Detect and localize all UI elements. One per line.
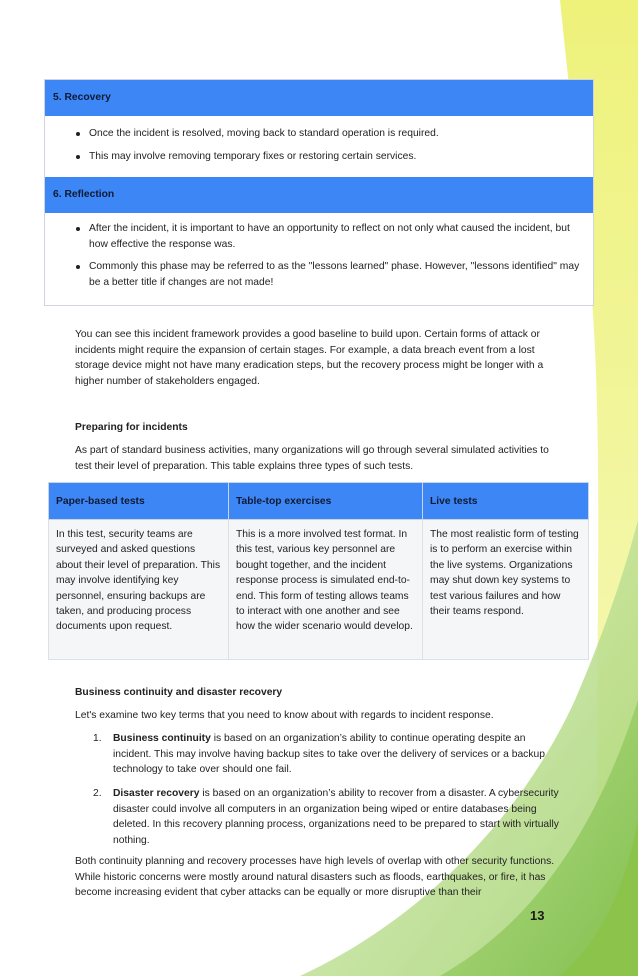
item-number: 1. — [93, 733, 102, 744]
tests-table — [48, 482, 589, 660]
preparing-heading: Preparing for incidents — [75, 422, 188, 433]
list-item — [89, 221, 583, 252]
bullet-icon — [76, 265, 80, 269]
bullet-icon — [76, 132, 80, 136]
phase-reflection-body — [45, 213, 593, 305]
table-header-row — [49, 483, 589, 520]
list-item-text: Commonly this phase may be referred to as the "lessons learned" phase. However, "lessons identified" may be a better title if changes are not made! — [89, 261, 580, 288]
item-text — [113, 786, 563, 848]
bullet-icon — [76, 155, 80, 159]
item-description: is based on an organization’s ability to recover from a disaster. A cybersecurity disaster could involve all computers in an organization being wiped or entire databases being deleted. In this recovery planning process, organizations need to be prepared to start with virtually nothing. — [113, 788, 559, 846]
table-cell-live: The most realistic form of testing is to perform an exercise within the live systems. Organizations may shut down key systems to test various failures and how their teams respond. — [423, 520, 589, 660]
continuity-closing: Both continuity planning and recovery processes have high levels of overlap with other security functions. While historic concerns were mostly around natural disasters such as floods, earthquakes, or fire, it has become increasing evident that cyber attacks can be equally or more disruptive than their — [75, 856, 555, 899]
page-number: 13 — [530, 908, 545, 923]
preparing-intro: As part of standard business activities, many organizations will go through several simulated activities to test their level of preparation. This table explains three types of such tests. — [75, 445, 549, 472]
list-item — [89, 126, 583, 142]
item-number: 2. — [93, 788, 102, 799]
table-cell-table-top: This is a more involved test format. In this test, various key personnel are bought together, and the incident response process is simulated end-to-end. This form of testing allows teams to interact with one another and see how the wider scenario would develop. — [229, 520, 423, 660]
list-item-text: After the incident, it is important to have an opportunity to reflect on not only what caused the incident, but how effective the response was. — [89, 223, 570, 250]
phase-recovery-body — [45, 116, 593, 179]
list-item-text: This may involve removing temporary fixes or restoring certain services. — [89, 150, 417, 162]
list-item — [89, 149, 583, 165]
phase-recovery-title: 5. Recovery — [45, 80, 593, 116]
continuity-item-1 — [93, 731, 563, 778]
bullet-icon — [76, 227, 80, 231]
phase-recovery — [44, 79, 594, 180]
continuity-item-2 — [93, 786, 563, 848]
table-cell-paper-based: In this test, security teams are surveyed and asked questions about their level of preparation. This may involve identifying key personnel, ensuring backups are taken, and producing process documents upon request. — [49, 520, 229, 660]
framework-paragraph: You can see this incident framework provides a good baseline to build upon. Certain forms of attack or incidents might require the expansion of certain stages. For example, a data breach event from a lost storage device might not have many eradication steps, but the recovery process might be longer with a higher number of stakeholders engaged. — [75, 329, 544, 387]
continuity-intro: Let's examine two key terms that you need to know about with regards to incident response. — [75, 710, 494, 721]
item-term: Disaster recovery — [113, 788, 200, 799]
continuity-heading: Business continuity and disaster recovery — [75, 687, 283, 698]
item-text — [113, 731, 563, 778]
table-header-paper-based: Paper-based tests — [49, 483, 229, 520]
table-header-live: Live tests — [423, 483, 589, 520]
phase-reflection-list — [73, 221, 583, 290]
list-item-text: Once the incident is resolved, moving back to standard operation is required. — [89, 128, 439, 139]
phase-recovery-list — [73, 126, 583, 164]
phase-reflection-title: 6. Reflection — [45, 177, 593, 213]
table-row — [49, 520, 589, 660]
item-term: Business continuity — [113, 733, 211, 744]
table-header-table-top: Table-top exercises — [229, 483, 423, 520]
item-description: is based on an organization’s ability to continue operating despite an incident. This may involve having backup sites to take over the delivery of services or a backup technology to take over should one fail. — [113, 733, 545, 776]
list-item — [89, 259, 583, 290]
phase-reflection — [44, 177, 594, 306]
